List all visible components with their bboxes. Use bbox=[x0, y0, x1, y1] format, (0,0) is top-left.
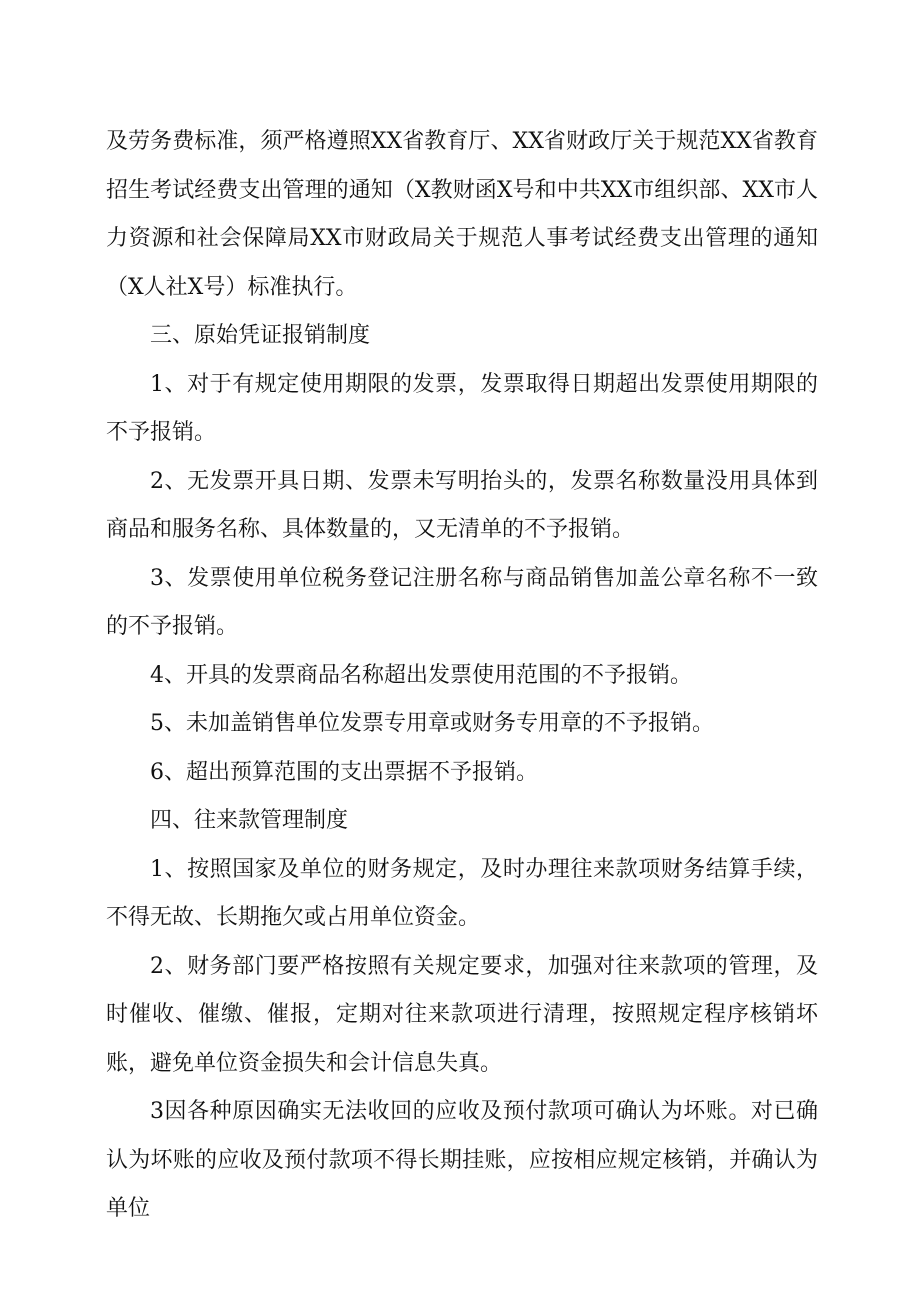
paragraph-item-3-name-mismatch: 3、发票使用单位税务登记注册名称与商品销售加盖公章名称不一致的不予报销。 bbox=[106, 565, 818, 639]
paragraph-continued-standards: 及劳务费标准，须严格遵照XX省教育厅、XX省财政厅关于规范XX省教育招生考试经费支出管理的通知（X教财函X号和中共XX市组织部、XX市人力资源和社会保障局XX市财政局关于规范人事考试经费支出管理的通知（X人社X号）标准执行。 bbox=[106, 129, 818, 300]
paragraph-accounts-item-2: 2、财务部门要严格按照有关规定要求，加强对往来款项的管理，及时催收、催缴、催报，定期对往来款项进行清理，按照规定程序核销坏账，避免单位资金损失和会计信息失真。 bbox=[106, 953, 818, 1076]
paragraph-item-2-invoice-details: 2、无发票开具日期、发票未写明抬头的，发票名称数量没用具体到商品和服务名称、具体数量的，又无清单的不予报销。 bbox=[106, 468, 818, 542]
paragraph-item-1-invoice-period: 1、对于有规定使用期限的发票，发票取得日期超出发票使用期限的不予报销。 bbox=[106, 371, 818, 445]
section-heading-original-voucher: 三、原始凭证报销制度 bbox=[150, 323, 371, 348]
section-heading-accounts: 四、往来款管理制度 bbox=[150, 808, 349, 833]
paragraph-item-4-scope: 4、开具的发票商品名称超出发票使用范围的不予报销。 bbox=[150, 662, 692, 688]
paragraph-accounts-item-1: 1、按照国家及单位的财务规定，及时办理往来款项财务结算手续，不得无故、长期拖欠或占用单位资金。 bbox=[106, 856, 818, 930]
paragraph-accounts-item-3: 3因各种原因确实无法收回的应收及预付款项可确认为坏账。对已确认为坏账的应收及预付款项不得长期挂账，应按相应规定核销，并确认为单位 bbox=[106, 1099, 818, 1221]
document-body bbox=[106, 118, 818, 1234]
paragraph-item-6-budget: 6、超出预算范围的支出票据不予报销。 bbox=[150, 759, 538, 785]
paragraph-item-5-seal: 5、未加盖销售单位发票专用章或财务专用章的不予报销。 bbox=[150, 711, 714, 736]
